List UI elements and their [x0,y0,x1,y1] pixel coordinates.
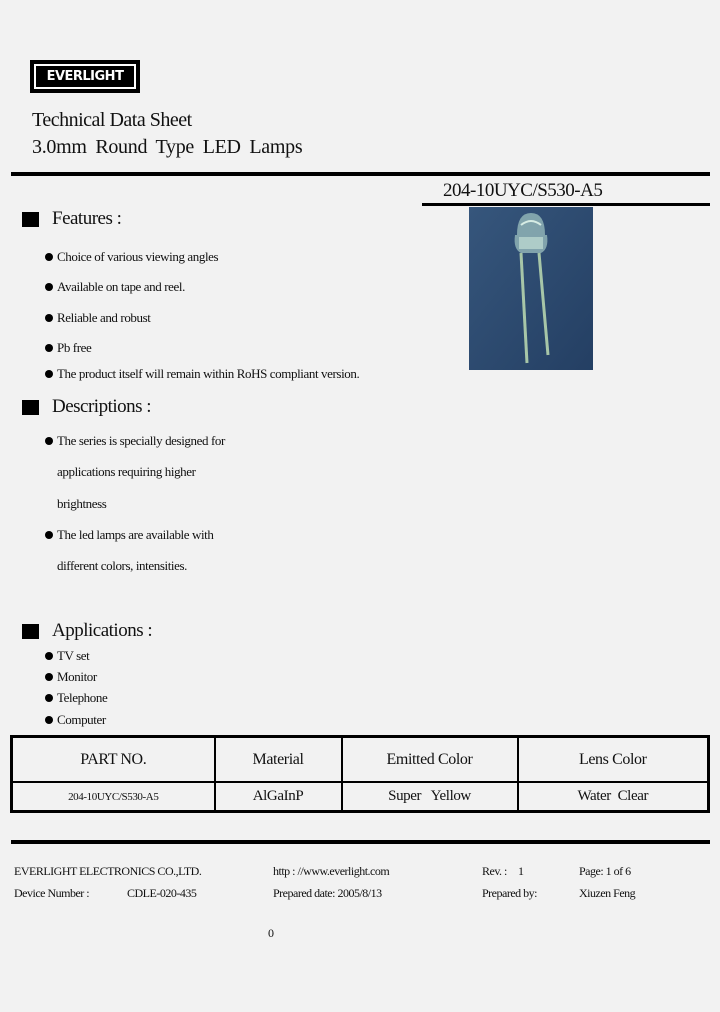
cell-lens-color: Water Clear [518,782,709,812]
prepared-by-value: Xiuzen Feng [579,886,636,900]
part-spec-table [10,735,710,813]
everlight-logo [30,60,140,93]
bullet-icon [45,344,53,352]
application-text: Telephone [57,690,108,705]
description-continuation: applications requiring higher [57,464,196,479]
application-item [45,712,106,728]
section-square-icon [22,624,39,639]
table-header-row [12,737,709,783]
application-text: TV set [57,648,90,663]
part-number-divider [422,203,710,206]
revision-label: Rev. : [482,864,507,878]
application-item [45,648,89,664]
feature-text: The product itself will remain within RoHS compliant version. [57,366,360,381]
feature-item [45,249,218,265]
document-subtitle: 3.0mm Round Type LED Lamps [32,136,303,158]
feature-item [45,340,91,356]
description-continuation: brightness [57,496,107,511]
table-row [12,782,709,812]
bullet-icon [45,673,53,681]
bullet-icon [45,314,53,322]
descriptions-heading [22,396,151,418]
logo-text: EVERLIGHT [46,69,124,84]
bullet-icon [45,437,53,445]
header-divider [11,172,710,176]
feature-item [45,279,185,295]
feature-text: Pb free [57,340,92,355]
footer-divider [11,840,710,844]
part-number-heading: 204-10UYC/S530-A5 [443,180,603,201]
descriptions-title: Descriptions : [52,396,152,417]
bullet-icon [45,283,53,291]
bullet-icon [45,370,53,378]
description-item [45,527,214,543]
application-item [45,690,107,706]
cell-emitted-color: Super Yellow [342,782,518,812]
feature-text: Reliable and robust [57,310,151,325]
bullet-icon [45,253,53,261]
page-indicator: Page: 1 of 6 [579,864,631,878]
page-marker: 0 [268,926,274,940]
description-item [45,433,225,449]
company-name: EVERLIGHT ELECTRONICS CO.,LTD. [14,864,202,878]
revision-value: 1 [518,864,524,878]
bullet-icon [45,694,53,702]
header-material: Material [215,737,342,783]
feature-item [45,310,151,326]
description-text: The led lamps are available with [57,527,214,542]
bullet-icon [45,652,53,660]
header-part-no: PART NO. [12,737,215,783]
bullet-icon [45,531,53,539]
section-square-icon [22,212,39,227]
feature-item [45,366,359,382]
application-item [45,669,97,685]
application-text: Monitor [57,669,97,684]
features-title: Features : [52,208,122,229]
website-link[interactable]: http : //www.everlight.com [273,864,390,878]
feature-text: Choice of various viewing angles [57,249,219,264]
device-number-value: CDLE-020-435 [127,886,197,900]
features-heading [22,208,121,230]
applications-heading [22,620,152,642]
document-title: Technical Data Sheet [32,109,192,131]
feature-text: Available on tape and reel. [57,279,185,294]
description-continuation: different colors, intensities. [57,558,188,573]
device-number-label: Device Number : [14,886,90,900]
header-lens-color: Lens Color [518,737,709,783]
header-emitted-color: Emitted Color [342,737,518,783]
cell-material: AlGaInP [215,782,342,812]
prepared-by-label: Prepared by: [482,886,537,900]
led-product-photo [469,207,593,370]
application-text: Computer [57,712,106,727]
section-square-icon [22,400,39,415]
cell-part-no: 204-10UYC/S530-A5 [12,782,215,812]
description-text: The series is specially designed for [57,433,225,448]
bullet-icon [45,716,53,724]
prepared-date: Prepared date: 2005/8/13 [273,886,382,900]
applications-title: Applications : [52,620,153,641]
